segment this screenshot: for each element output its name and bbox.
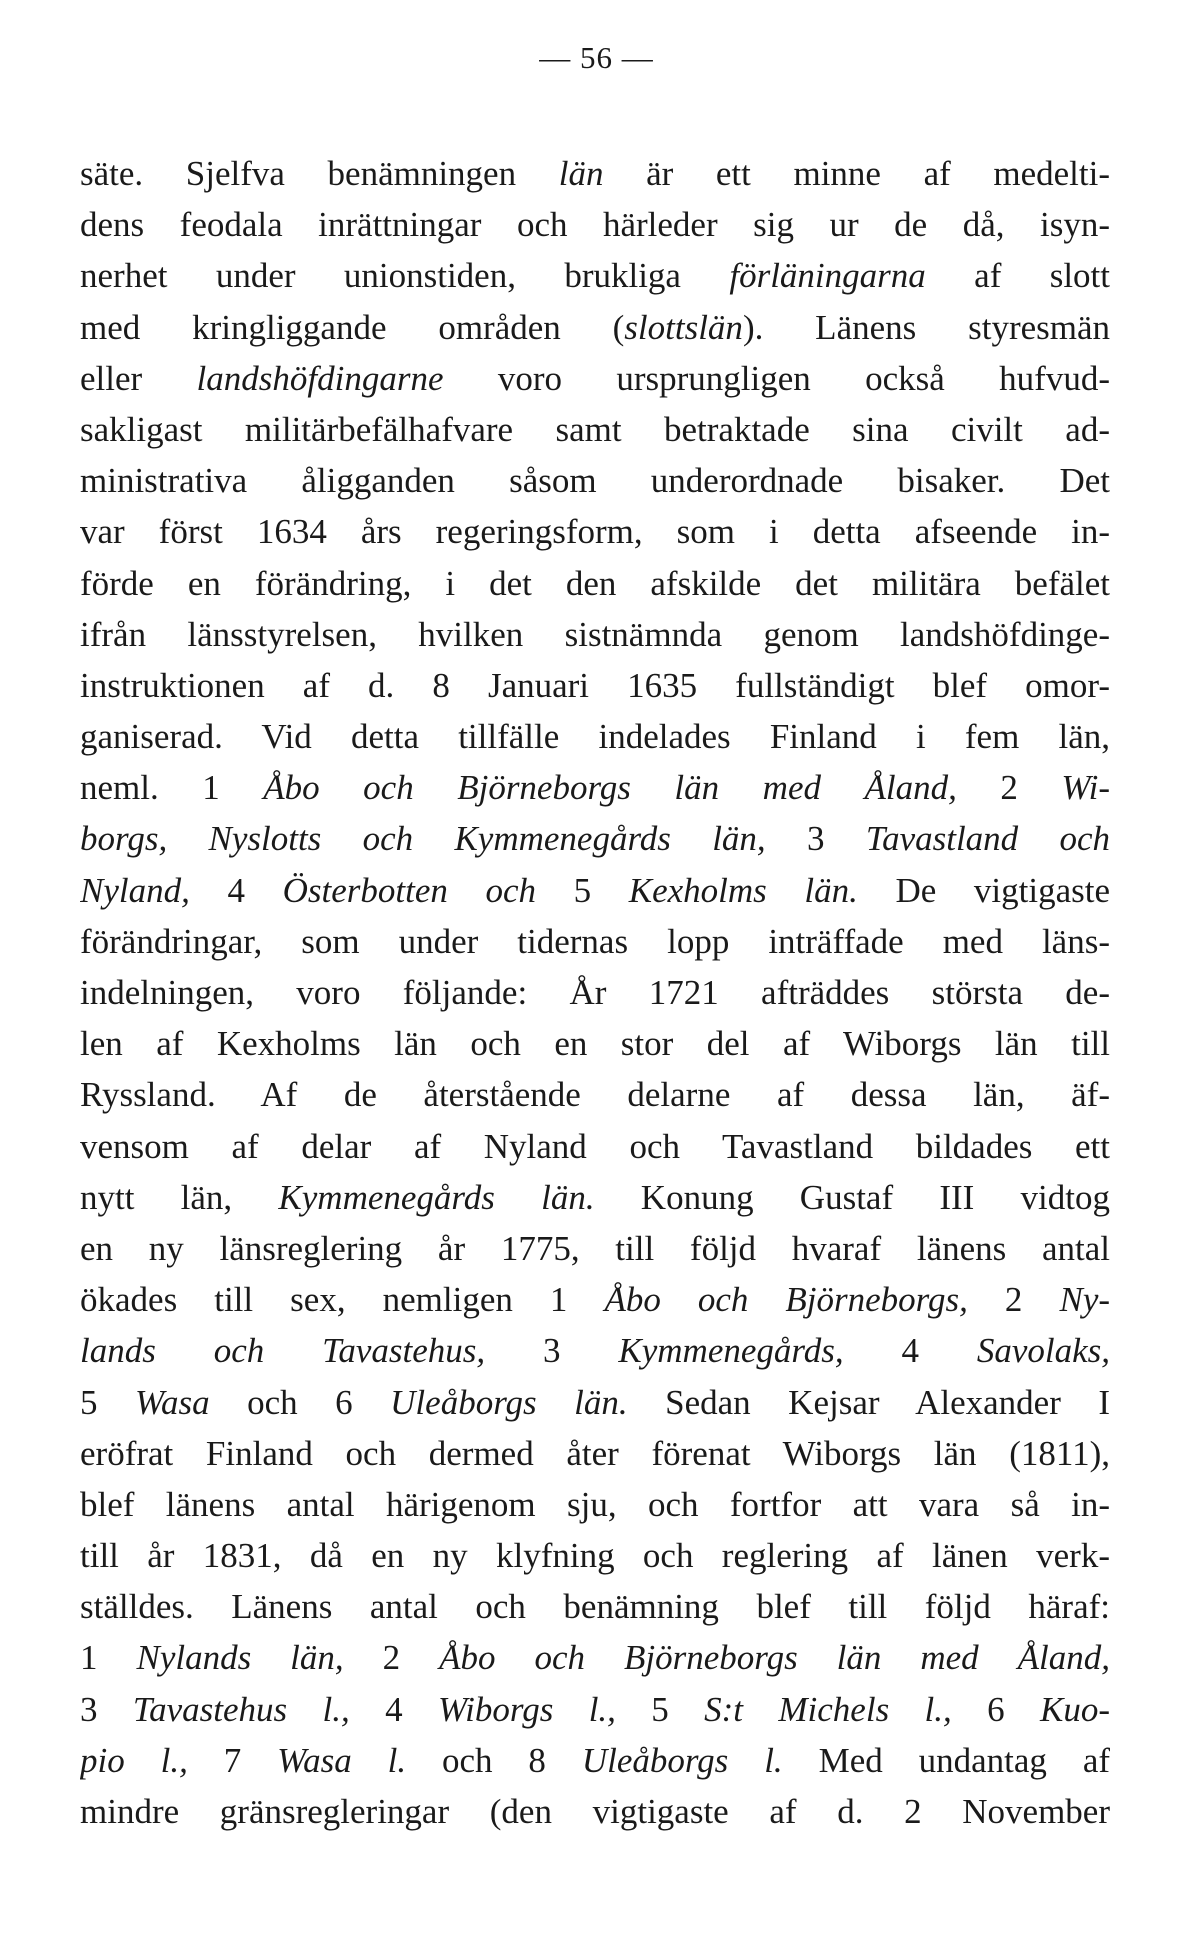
italic-text-segment: Kymmenegårds län.	[278, 1177, 595, 1217]
text-segment: dens feodala inrättningar och härleder sig ur de då, isyn-	[80, 205, 1110, 245]
text-segment: 5	[615, 1689, 705, 1729]
text-segment: var först 1634 års regeringsform, som i detta afseende in-	[80, 512, 1110, 552]
text-segment: 1	[80, 1638, 137, 1678]
italic-text-segment: pio l.,	[80, 1740, 188, 1780]
italic-text-segment: Wi-	[1061, 768, 1110, 808]
text-line	[80, 1530, 1110, 1581]
italic-text-segment: landshöfdingarne	[196, 358, 444, 398]
text-segment: ministrativa åligganden såsom underordnade bisaker. Det	[80, 461, 1110, 501]
text-line	[80, 1581, 1110, 1632]
text-line	[80, 1069, 1110, 1120]
text-line	[80, 1479, 1110, 1530]
text-line	[80, 1223, 1110, 1274]
text-segment: eller	[80, 358, 197, 398]
text-line	[80, 865, 1110, 916]
italic-text-segment: S:t Michels l.,	[704, 1689, 952, 1729]
text-segment: nytt län,	[80, 1177, 279, 1217]
text-line	[80, 1018, 1110, 1069]
italic-text-segment: Tavastehus l.,	[132, 1689, 350, 1729]
text-segment: 4	[189, 870, 283, 910]
italic-text-segment: slottslän	[624, 307, 743, 347]
text-segment: len af Kexholms län och en stor del af Wiborgs län till	[80, 1024, 1110, 1064]
italic-text-segment: Österbotten och	[282, 870, 537, 910]
italic-text-segment: Tavastland och	[865, 819, 1110, 859]
text-segment: 2	[956, 768, 1062, 808]
body-text	[80, 148, 1110, 1837]
text-segment: 3	[765, 819, 866, 859]
text-line	[80, 1684, 1110, 1735]
text-line	[80, 404, 1110, 455]
text-segment: 3	[80, 1689, 133, 1729]
italic-text-segment: Åbo och Björneborgs län med Åland,	[263, 768, 957, 808]
text-line	[80, 711, 1110, 762]
text-segment: till år 1831, då en ny klyfning och reglering af länen verk-	[80, 1536, 1110, 1576]
italic-text-segment: Wiborgs l.,	[437, 1689, 616, 1729]
text-segment: Sedan Kejsar Alexander I	[627, 1382, 1110, 1422]
text-line	[80, 813, 1110, 864]
text-segment: neml. 1	[80, 768, 264, 808]
text-segment: 3	[485, 1331, 619, 1371]
italic-text-segment: Kuo-	[1040, 1689, 1110, 1729]
text-segment: säte. Sjelfva benämningen	[80, 154, 559, 193]
text-segment: instruktionen af d. 8 Januari 1635 fullständigt blef omor-	[80, 665, 1110, 705]
italic-text-segment: Åbo och Björneborgs,	[604, 1280, 968, 1320]
text-segment: Med undantag af	[782, 1740, 1110, 1780]
text-segment: De vigtigaste	[857, 870, 1110, 910]
italic-text-segment: Savolaks,	[976, 1331, 1110, 1371]
text-segment: 6	[951, 1689, 1040, 1729]
text-line	[80, 506, 1110, 557]
text-segment: 7	[187, 1740, 278, 1780]
italic-text-segment: Nyland,	[80, 870, 190, 910]
text-segment: 5	[536, 870, 629, 910]
text-line	[80, 353, 1110, 404]
text-segment: ). Länens styresmän	[742, 307, 1110, 347]
text-segment: förändringar, som under tidernas lopp inträffade med läns-	[80, 921, 1110, 961]
text-line	[80, 1632, 1110, 1683]
text-segment: voro ursprungligen också hufvud-	[443, 358, 1110, 398]
text-segment: indelningen, voro följande: År 1721 afträddes största de-	[80, 973, 1110, 1012]
text-segment: Konung Gustaf III vidtog	[594, 1177, 1110, 1217]
text-line	[80, 609, 1110, 660]
text-segment: 4	[349, 1689, 438, 1729]
text-line	[80, 302, 1110, 353]
italic-text-segment: Wasa	[135, 1382, 210, 1422]
text-segment: ifrån länsstyrelsen, hvilken sistnämnda genom landshöfdinge-	[80, 614, 1110, 654]
text-segment: och 8	[406, 1740, 582, 1780]
italic-text-segment: Uleåborgs l.	[581, 1740, 783, 1780]
italic-text-segment: Kexholms län.	[628, 870, 858, 910]
text-line	[80, 1172, 1110, 1223]
italic-text-segment: lands och Tavastehus,	[80, 1331, 486, 1371]
text-line	[80, 1274, 1110, 1325]
text-line	[80, 916, 1110, 967]
italic-text-segment: Wasa l.	[277, 1740, 407, 1780]
text-line	[80, 558, 1110, 609]
text-segment: och 6	[209, 1382, 391, 1422]
text-segment: ökades till sex, nemligen 1	[80, 1280, 605, 1320]
text-line	[80, 148, 1110, 199]
text-segment: af slott	[925, 256, 1110, 296]
text-segment: vensom af delar af Nyland och Tavastland bildades ett	[80, 1126, 1110, 1166]
text-line	[80, 660, 1110, 711]
text-line	[80, 1428, 1110, 1479]
page-number-header: — 56 —	[539, 40, 654, 75]
text-line	[80, 762, 1110, 813]
text-segment: 2	[343, 1638, 440, 1678]
text-line	[80, 455, 1110, 506]
text-segment: sakligast militärbefälhafvare samt betraktade sina civilt ad-	[80, 409, 1110, 449]
text-segment: förde en förändring, i det den afskilde det militära befälet	[80, 563, 1110, 603]
text-segment: ganiserad. Vid detta tillfälle indelades Finland i fem län,	[80, 717, 1110, 757]
text-segment: mindre gränsregleringar (den vigtigaste af d. 2 November	[80, 1792, 1110, 1831]
text-segment: eröfrat Finland och dermed åter förenat Wiborgs län (1811),	[80, 1433, 1110, 1473]
text-segment: 2	[967, 1280, 1060, 1320]
italic-text-segment: Åbo och Björneborgs län med Åland,	[439, 1638, 1110, 1678]
text-line	[80, 1735, 1110, 1786]
text-line	[80, 199, 1110, 250]
text-segment: nerhet under unionstiden, brukliga	[80, 256, 730, 296]
text-line	[80, 967, 1110, 1018]
text-segment: blef länens antal härigenom sju, och fortfor att vara så in-	[80, 1484, 1110, 1524]
text-line	[80, 1377, 1110, 1428]
italic-text-segment: Ny-	[1059, 1280, 1110, 1320]
text-line	[80, 1786, 1110, 1837]
text-segment: med kringliggande områden (	[80, 307, 625, 347]
italic-text-segment: län	[558, 154, 604, 193]
text-segment: Ryssland. Af de återstående delarne af dessa län, äf-	[80, 1075, 1110, 1115]
italic-text-segment: förläningarna	[729, 256, 926, 296]
text-line	[80, 1325, 1110, 1376]
text-line	[80, 250, 1110, 301]
text-segment: 5	[80, 1382, 136, 1422]
text-line	[80, 1121, 1110, 1172]
text-segment: är ett minne af medelti-	[603, 154, 1110, 193]
italic-text-segment: Nylands län,	[136, 1638, 344, 1678]
text-segment: 4	[843, 1331, 977, 1371]
text-segment: en ny länsreglering år 1775, till följd hvaraf länens antal	[80, 1228, 1110, 1268]
text-segment: ställdes. Länens antal och benämning blef till följd häraf:	[80, 1587, 1110, 1627]
italic-text-segment: Kymmenegårds,	[618, 1331, 844, 1371]
italic-text-segment: Uleåborgs län.	[390, 1382, 628, 1422]
italic-text-segment: borgs, Nyslotts och Kymmenegårds län,	[80, 819, 766, 859]
